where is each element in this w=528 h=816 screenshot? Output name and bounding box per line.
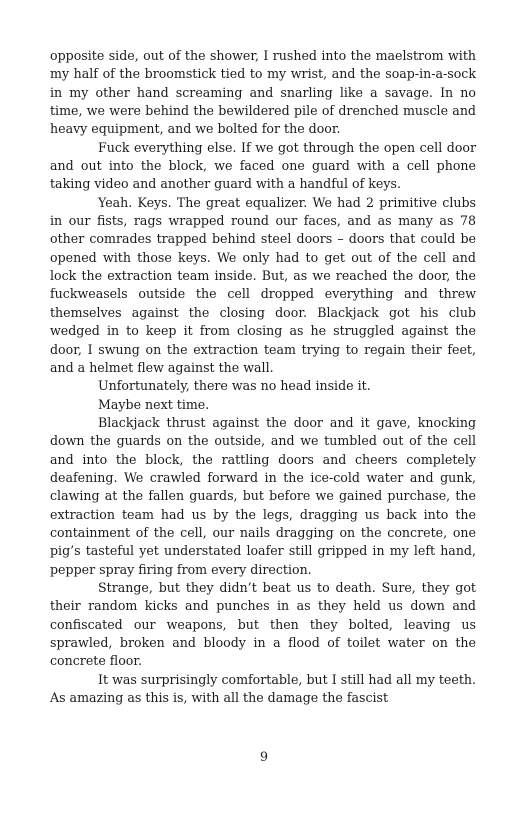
paragraph-8: It was surprisingly comfortable, but I still had all my teeth. As amazing as this is, with all the damage the fascist <box>50 671 476 706</box>
paragraph-2: Fuck everything else. If we got through the open cell door and out into the block, we faced one guard with a cell phone taking video and another guard with a handful of keys. <box>50 139 476 192</box>
page-number: 9 <box>259 749 268 764</box>
paragraph-5: Maybe next time. <box>98 396 210 412</box>
body-text <box>50 47 476 707</box>
paragraph-7: Strange, but they didn’t beat us to death. Sure, they got their random kicks and punches in as they held us down and confiscated our weapons, but then they bolted, leaving us sprawled, broken and bloody in a flood of toilet water on the concrete floor. <box>50 579 476 669</box>
paragraph-6: Blackjack thrust against the door and it gave, knocking down the guards on the outside, and we tumbled out of the cell and into the block, the rattling doors and cheers completely deafening. We crawled forward in the ice-cold water and gunk, clawing at the fallen guards, but before we gained purchase, the extraction team had us by the legs, dragging us back into the containment of the cell, our nails dragging on the concrete, one pig’s tasteful yet understated loafer still gripped in my left hand, pepper spray firing from every direction. <box>50 414 476 577</box>
paragraph-3: Yeah. Keys. The great equalizer. We had 2 primitive clubs in our fists, rags wrapped round our faces, and as many as 78 other comrades trapped behind steel doors – doors that could be opened with those keys. We only had to get out of the cell and lock the extraction team inside. But, as we reached the door, the fuckweasels outside the cell dropped everything and threw themselves against the closing door. Blackjack got his club wedged in to keep it from closing as he struggled against the door, I swung on the extraction team trying to regain their feet, and a helmet flew against the wall. <box>50 194 476 375</box>
paragraph-4: Unfortunately, there was no head inside it. <box>98 378 371 394</box>
paragraph-1: opposite side, out of the shower, I rushed into the maelstrom with my half of the broomstick tied to my wrist, and the soap-in-a-sock in my other hand screaming and snarling like a savage. In no time, we were behind the bewildered pile of drenched muscle and heavy equipment, and we bolted for the door. <box>50 48 476 137</box>
